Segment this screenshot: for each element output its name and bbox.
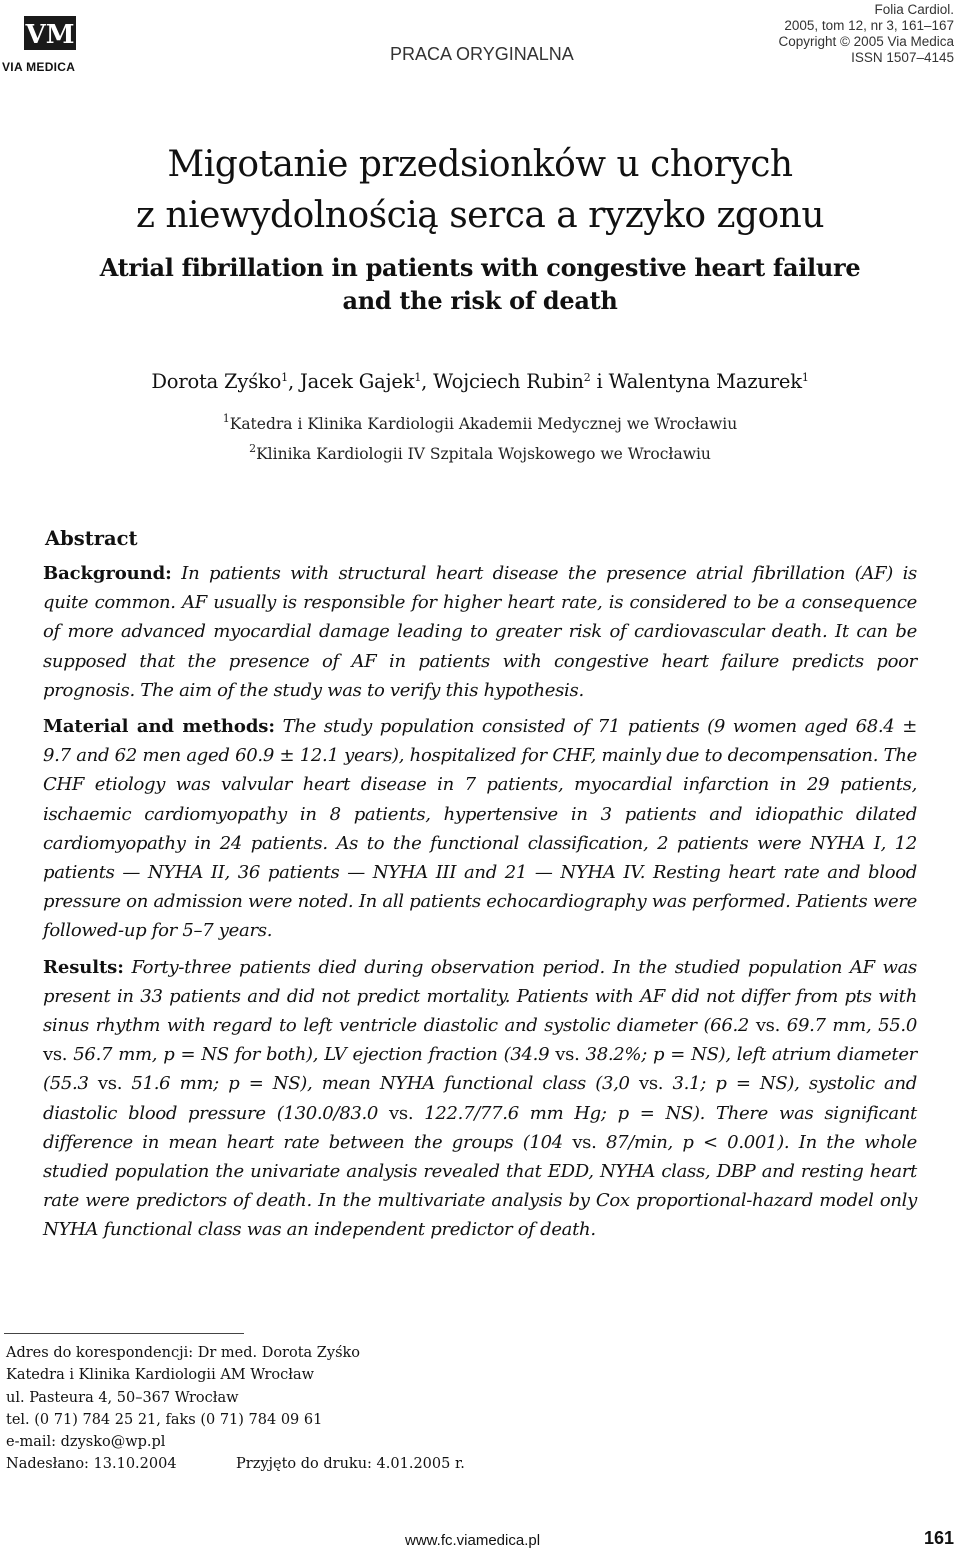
received-date: Nadesłano: 13.10.2004 bbox=[6, 1456, 177, 1473]
journal-issn: ISSN 1507–4145 bbox=[851, 50, 954, 65]
results-text: 51.6 mm; p = NS), mean NYHA functional class (3,0 bbox=[122, 1073, 639, 1095]
versus-abbrev: vs. bbox=[639, 1073, 664, 1095]
title-english-line-2: and the risk of death bbox=[342, 286, 618, 315]
versus-abbrev: vs. bbox=[572, 1131, 597, 1153]
abstract-heading: Abstract bbox=[45, 527, 138, 550]
journal-info bbox=[778, 2, 954, 66]
author-affiliation-mark: 1 bbox=[801, 371, 809, 384]
results-text: 122.7/77.6 mm Hg; p = NS). There was significant difference in mean heart rate between the groups (104 bbox=[43, 1102, 917, 1153]
author-name: Dorota Zyśko bbox=[151, 370, 282, 393]
affiliation-2 bbox=[0, 442, 960, 463]
background-text: In patients with structural heart disease the presence atrial fibrillation (AF) is quite common. AF usually is responsible for higher heart rate, is considered to be a consequence of more advanced myocardial damage leading to greater risk of cardiovascular death. It can be supposed that the presence of AF in patients with congestive heart failure predicts poor prognosis. The aim of the study was to verify this hypothesis. bbox=[43, 563, 917, 701]
versus-abbrev: vs. bbox=[43, 1044, 68, 1066]
abstract-body bbox=[43, 559, 917, 1252]
results-text: 69.7 mm, 55.0 bbox=[780, 1015, 917, 1037]
section-label: PRACA ORYGINALNA bbox=[390, 44, 574, 64]
correspondence-line: tel. (0 71) 784 25 21, faks (0 71) 784 09 61 bbox=[6, 1411, 323, 1428]
results-text: 56.7 mm, p = NS for both), LV ejection fraction (34.9 bbox=[67, 1044, 556, 1066]
author-affiliation-mark: 1 bbox=[414, 371, 422, 384]
affiliation-text: Katedra i Klinika Kardiologii Akademii Medycznej we Wrocławiu bbox=[229, 415, 738, 433]
journal-website-link[interactable]: www.fc.viamedica.pl bbox=[405, 1532, 541, 1549]
correspondence-line: Adres do korespondencji: Dr med. Dorota Zyśko bbox=[6, 1345, 361, 1361]
via-medica-logo-icon bbox=[24, 16, 76, 50]
results-label: Results: bbox=[43, 956, 124, 978]
affiliation-text: Klinika Kardiologii IV Szpitala Wojskowego we Wrocławiu bbox=[256, 445, 711, 463]
title-polish-line-2: z niewydolnością serca a ryzyko zgonu bbox=[135, 195, 825, 236]
methods-label: Material and methods: bbox=[43, 716, 275, 738]
methods-text: The study population consisted of 71 patients (9 women aged 68.4 ± 9.7 and 62 men aged 60.9 ± 12.1 years), hospitalized for CHF, mainly due to decompensation. The CHF etiology was valvular heart disease in 7 patients, myocardial infarction in 29 patients, ischaemic cardiomyopathy in 8 patients, hypertensive in 3 patients and idiopathic dilated cardiomyopathy in 24 patients. As to the functional classification, 2 patients were NYHA I, 12 patients — NYHA II, 36 patients — NYHA III and 21 — NYHA IV. Resting heart rate and blood pressure on admission were noted. In all patients echocardiography was performed. Patients were followed-up for 5–7 years. bbox=[43, 716, 917, 942]
author-name: Walentyna Mazurek bbox=[608, 370, 802, 393]
title-polish-line-1: Migotanie przedsionków u chorych bbox=[167, 144, 793, 185]
journal-name: Folia Cardiol. bbox=[874, 2, 954, 17]
journal-copyright: Copyright © 2005 Via Medica bbox=[778, 34, 954, 49]
logo-wordmark: VIA MEDICA bbox=[2, 60, 76, 74]
abstract-methods bbox=[43, 712, 917, 946]
versus-abbrev: vs. bbox=[555, 1044, 580, 1066]
results-text: 38.2%; p = NS), left atrium diameter (55.3 bbox=[43, 1044, 917, 1095]
versus-abbrev: vs. bbox=[755, 1015, 781, 1037]
author-name: Wojciech Rubin bbox=[433, 370, 584, 393]
footnote-divider bbox=[4, 1333, 244, 1334]
author-affiliation-mark: 1 bbox=[281, 371, 288, 384]
author-name: Jacek Gajek bbox=[299, 370, 415, 393]
journal-volume: 2005, tom 12, nr 3, 161–167 bbox=[784, 18, 954, 33]
correspondence-block bbox=[6, 1342, 465, 1476]
correspondence-line: ul. Pasteura 4, 50–367 Wrocław bbox=[6, 1389, 239, 1406]
affiliation-1 bbox=[0, 412, 960, 433]
author-list: Dorota Zyśko$^1$, Jacek Gajek$^1$, Wojciech Rubin$^2$ i Walentyna Mazurek$^1$ bbox=[151, 370, 809, 393]
logo-monogram: VM bbox=[25, 20, 75, 50]
results-text: 3.1; p = NS), systolic and diastolic blood pressure (130.0/83.0 bbox=[43, 1073, 917, 1124]
accepted-date: Przyjęto do druku: 4.01.2005 r. bbox=[236, 1456, 465, 1473]
versus-abbrev: vs. bbox=[97, 1073, 123, 1095]
correspondence-email[interactable]: e-mail: dzysko@wp.pl bbox=[6, 1434, 166, 1451]
page-number: 161 bbox=[923, 1528, 954, 1548]
correspondence-line: Katedra i Klinika Kardiologii AM Wrocław bbox=[6, 1367, 315, 1384]
affiliation-number: 2 bbox=[249, 442, 257, 455]
background-label: Background: bbox=[43, 563, 172, 584]
abstract-results bbox=[43, 953, 917, 1245]
title-english-line-1: Atrial fibrillation in patients with congestive heart failure bbox=[99, 253, 861, 282]
publisher-logo bbox=[2, 14, 102, 74]
dates-line bbox=[6, 1453, 465, 1475]
results-text: Forty-three patients died during observation period. In the studied population AF was present in 33 patients and did not predict mortality. Patients with AF did not differ from pts with sinus rhythm with regard to left ventricle diastolic and systolic diameter (66.2 bbox=[43, 956, 917, 1037]
affiliation-number: 1 bbox=[222, 412, 230, 425]
results-text: 87/min, p < 0.001). In the whole studied population the univariate analysis revealed that EDD, NYHA class, DBP and resting heart rate were predictors of death. In the multivariate analysis by Cox proportional-hazard model only NYHA functional class was an independent predictor of death. bbox=[43, 1131, 917, 1241]
abstract-background bbox=[43, 559, 917, 705]
versus-abbrev: vs. bbox=[389, 1102, 414, 1124]
author-affiliation-mark: 2 bbox=[583, 371, 591, 384]
